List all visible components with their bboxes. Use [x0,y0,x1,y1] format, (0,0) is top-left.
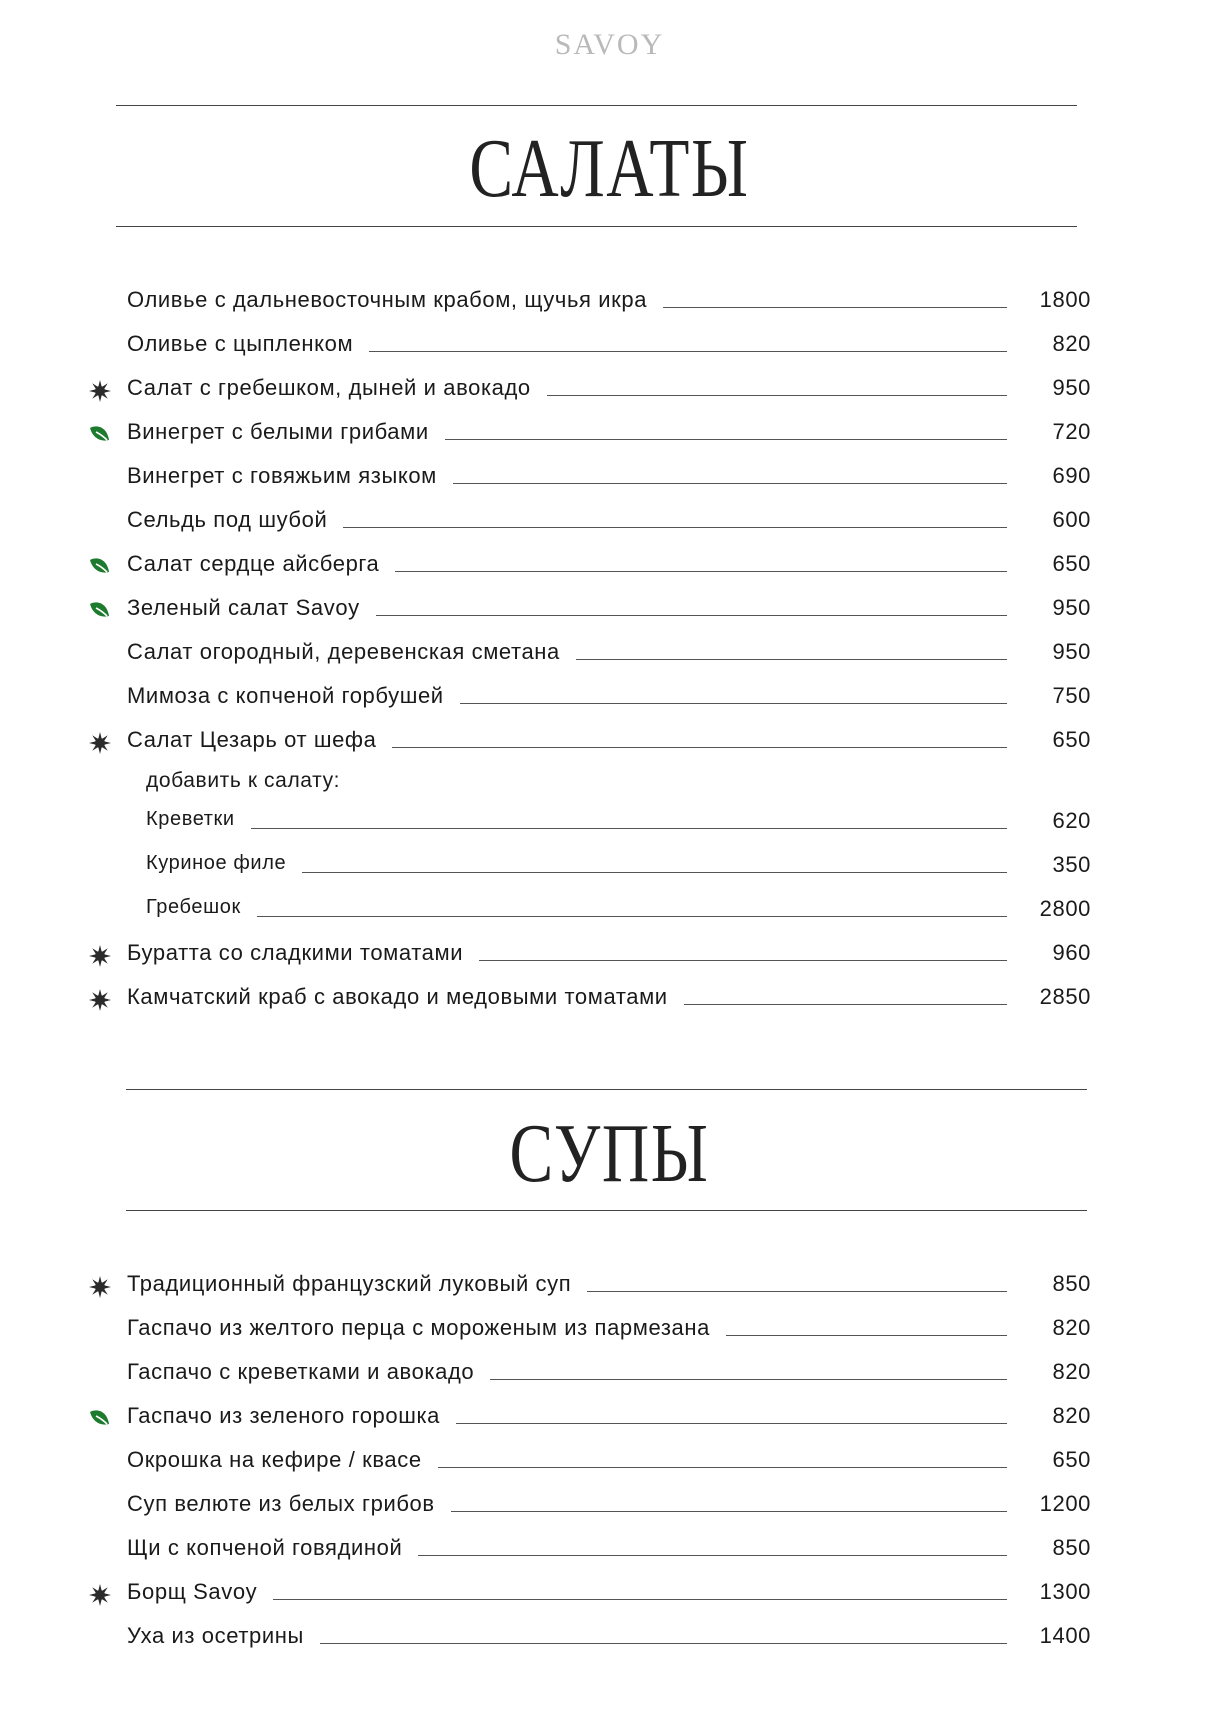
price: 2800 [1039,896,1091,921]
price: 1800 [1039,287,1091,312]
dotted-leader-line [547,395,1007,396]
addon-row [0,852,1219,882]
dotted-leader-line [257,916,1007,917]
dotted-leader-line [453,483,1007,484]
menu-item-row [0,419,1219,449]
dish-name: Салат сердце айсберга [127,551,380,576]
dish-name: Окрошка на кефире / квасе [127,1447,422,1472]
dotted-leader-line [576,659,1007,660]
price: 650 [1052,551,1091,576]
menu-item-row [0,331,1219,361]
dish-name: Оливье с цыпленком [127,331,354,356]
price: 650 [1052,1447,1091,1472]
dish-name: Буратта со сладкими томатами [127,940,464,965]
chef-signature-star-icon [88,731,112,755]
dotted-leader-line [490,1379,1007,1380]
dotted-leader-line [376,615,1007,616]
dish-name: Оливье с дальневосточным крабом, щучья икра [127,287,648,312]
price: 820 [1052,331,1091,356]
chef-signature-star-icon [88,1583,112,1607]
dish-name: Сельдь под шубой [127,507,328,532]
vegetarian-leaf-icon [88,599,112,623]
dotted-leader-line [460,703,1007,704]
menu-item-row [0,551,1219,581]
price: 1300 [1039,1579,1091,1604]
addon-name: Куриное филе [146,852,287,874]
dish-name: Суп велюте из белых грибов [127,1491,435,1516]
dotted-leader-line [445,439,1007,440]
menu-item-row [0,1535,1219,1565]
brand-logo: SAVOY [554,28,665,61]
menu-item-row [0,727,1219,757]
dotted-leader-line [726,1335,1007,1336]
addon-name: Гребешок [146,896,241,918]
price: 820 [1052,1403,1091,1428]
soups-section-title: СУПЫ [509,1107,710,1200]
addon-label: добавить к салату: [146,769,341,792]
price: 650 [1052,727,1091,752]
dish-name: Уха из осетрины [127,1623,304,1648]
dotted-leader-line [479,960,1007,961]
dish-name: Салат огородный, деревенская сметана [127,639,560,664]
salads-top-divider [116,105,1077,106]
vegetarian-leaf-icon [88,1407,112,1431]
menu-item-row [0,375,1219,405]
menu-item-row [0,287,1219,317]
menu-item-row [0,984,1219,1014]
price: 2850 [1039,984,1091,1009]
dish-name: Гаспачо из зеленого горошка [127,1403,441,1428]
dotted-leader-line [663,307,1007,308]
addon-name: Креветки [146,808,235,830]
salads-section-title: САЛАТЫ [469,122,750,215]
dotted-leader-line [273,1599,1007,1600]
menu-item-row [0,1359,1219,1389]
dish-name: Борщ Savoy [127,1579,258,1604]
dish-name: Камчатский краб с авокадо и медовыми томатами [127,984,668,1009]
vegetarian-leaf-icon [88,555,112,579]
dotted-leader-line [343,527,1007,528]
chef-signature-star-icon [88,379,112,403]
soups-top-divider [126,1089,1087,1090]
menu-item-row [0,683,1219,713]
menu-item-row [0,1271,1219,1301]
vegetarian-leaf-icon [88,423,112,447]
price: 720 [1052,419,1091,444]
dish-name: Мимоза с копченой горбушей [127,683,444,708]
dotted-leader-line [251,828,1007,829]
price: 350 [1052,852,1091,877]
menu-item-row [0,463,1219,493]
dish-name: Гаспачо с креветками и авокадо [127,1359,475,1384]
dish-name: Традиционный французский луковый суп [127,1271,572,1296]
dotted-leader-line [395,571,1007,572]
dish-name: Зеленый салат Savoy [127,595,360,620]
menu-item-row [0,940,1219,970]
price: 820 [1052,1315,1091,1340]
menu-item-row [0,1491,1219,1521]
chef-signature-star-icon [88,988,112,1012]
menu-item-row [0,507,1219,537]
price: 950 [1052,375,1091,400]
dotted-leader-line [438,1467,1007,1468]
price: 750 [1052,683,1091,708]
price: 1200 [1039,1491,1091,1516]
dotted-leader-line [418,1555,1007,1556]
dish-name: Винегрет с белыми грибами [127,419,429,444]
dish-name: Винегрет с говяжьим языком [127,463,437,488]
menu-item-row [0,595,1219,625]
price: 820 [1052,1359,1091,1384]
addon-row [0,896,1219,926]
menu-item-row [0,1315,1219,1345]
menu-item-row [0,639,1219,669]
price: 1400 [1039,1623,1091,1648]
dotted-leader-line [369,351,1007,352]
menu-item-row [0,1623,1219,1653]
chef-signature-star-icon [88,1275,112,1299]
menu-item-row [0,1579,1219,1609]
dotted-leader-line [587,1291,1007,1292]
chef-signature-star-icon [88,944,112,968]
dish-name: Гаспачо из желтого перца с мороженым из пармезана [127,1315,710,1340]
addon-row [0,808,1219,838]
dish-name: Салат с гребешком, дыней и авокадо [127,375,531,400]
price: 850 [1052,1535,1091,1560]
price: 620 [1052,808,1091,833]
menu-item-row [0,1403,1219,1433]
price: 960 [1052,940,1091,965]
price: 600 [1052,507,1091,532]
menu-item-row [0,1447,1219,1477]
dotted-leader-line [302,872,1007,873]
dotted-leader-line [456,1423,1007,1424]
dish-name: Щи с копченой говядиной [127,1535,403,1560]
dotted-leader-line [684,1004,1007,1005]
price: 850 [1052,1271,1091,1296]
soups-bottom-divider [126,1210,1087,1211]
price: 690 [1052,463,1091,488]
dotted-leader-line [320,1643,1007,1644]
dotted-leader-line [392,747,1007,748]
dotted-leader-line [451,1511,1007,1512]
dish-name: Салат Цезарь от шефа [127,727,377,752]
price: 950 [1052,595,1091,620]
price: 950 [1052,639,1091,664]
salads-bottom-divider [116,226,1077,227]
